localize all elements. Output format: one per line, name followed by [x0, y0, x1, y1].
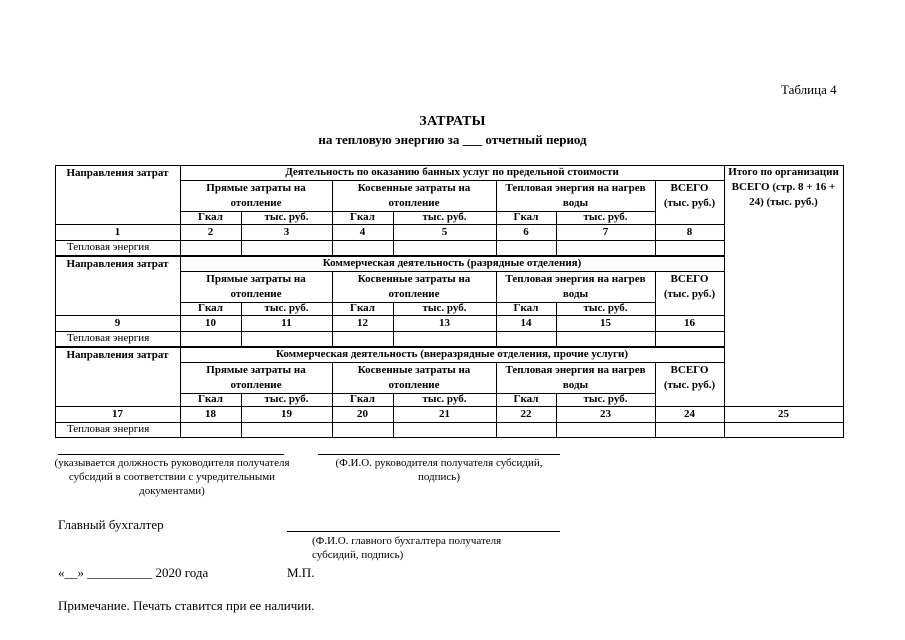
column-number-text: 16: [684, 316, 695, 329]
head-signature-caption: (Ф.И.О. руководителя получателя субсидий, подпись): [335, 457, 543, 483]
unit-gcal-text: Гкал: [350, 302, 375, 314]
column-number: [332, 315, 393, 331]
column-number-text: 20: [357, 407, 368, 420]
column-number-text: 14: [520, 316, 532, 329]
column-number: [556, 224, 655, 240]
unit-gcal: [496, 302, 556, 315]
column-number: [393, 406, 496, 422]
unit-rub-text: тыс. руб.: [583, 302, 628, 314]
row-label-heat-energy-text: Тепловая энергия: [67, 332, 150, 344]
unit-rub: [241, 211, 332, 224]
indirect-costs-header: [332, 362, 496, 393]
unit-gcal-text: Гкал: [198, 393, 223, 405]
direction-header-text: Направления затрат: [66, 167, 169, 179]
direction-header: [55, 166, 180, 225]
unit-rub-text: тыс. руб.: [583, 393, 628, 405]
unit-rub-text: тыс. руб.: [583, 211, 628, 223]
column-number-text: 2: [207, 225, 214, 238]
direction-header-text: Направления затрат: [66, 349, 169, 361]
column-number-text: 23: [600, 407, 611, 420]
section-total-header: [655, 271, 724, 302]
column-number: [332, 224, 393, 240]
direction-header: [55, 348, 180, 407]
column-number: [241, 315, 332, 331]
indirect-costs-header-text: Косвенные затраты на отопление: [357, 363, 471, 391]
direction-header-text: Направления затрат: [66, 258, 169, 270]
table-number: Таблица 4: [781, 82, 837, 97]
unit-rub-text: тыс. руб.: [422, 393, 467, 405]
direct-costs-header: [180, 180, 332, 211]
column-number-text: 5: [441, 225, 448, 238]
unit-gcal: [332, 211, 393, 224]
column-number-text: 7: [602, 225, 609, 238]
unit-gcal: [332, 393, 393, 406]
column-number-text: 3: [283, 225, 290, 238]
section-title: [180, 256, 724, 271]
section-total-header-text: ВСЕГО (тыс. руб.): [663, 363, 716, 391]
column-number: [556, 406, 655, 422]
column-number: [393, 224, 496, 240]
unit-gcal-text: Гкал: [513, 393, 539, 405]
row-label-heat-energy: [55, 422, 180, 437]
unit-gcal: [180, 211, 241, 224]
row-label-heat-energy: [55, 240, 180, 255]
unit-rub-text: тыс. руб.: [422, 211, 467, 223]
date-line: «__» __________ 2020 года: [58, 565, 209, 580]
column-number: [180, 315, 241, 331]
section-total-header: [655, 362, 724, 393]
grand-total-number-text: 25: [778, 407, 789, 420]
unit-gcal-text: Гкал: [350, 211, 375, 223]
grand-total-header-text: Итого по организации ВСЕГО (стр. 8 + 16 + 24) (тыс. руб.): [728, 166, 839, 208]
column-number: [655, 224, 724, 240]
note: Примечание. Печать ставится при ее наличии.: [58, 598, 315, 613]
unit-gcal-text: Гкал: [198, 211, 223, 223]
column-number: [55, 315, 180, 331]
column-number: [55, 406, 180, 422]
hot-water-header: [496, 362, 655, 393]
unit-rub: [556, 393, 655, 406]
section-title-text: Коммерческая деятельность (внеразрядные отделения, прочие услуги): [275, 348, 629, 360]
grand-total-header: [724, 165, 843, 245]
unit-gcal-text: Гкал: [198, 302, 223, 314]
column-number: [496, 224, 556, 240]
stamp-label: М.П.: [287, 565, 315, 580]
accountant-label: Главный бухгалтер: [58, 517, 164, 532]
unit-rub: [393, 302, 496, 315]
unit-gcal: [496, 393, 556, 406]
indirect-costs-header-text: Косвенные затраты на отопление: [357, 272, 471, 300]
column-number: [496, 315, 556, 331]
page-subtitle: на тепловую энергию за ___ отчетный период: [318, 132, 587, 147]
column-number: [241, 406, 332, 422]
unit-gcal-text: Гкал: [350, 393, 375, 405]
direct-costs-header-text: Прямые затраты на отопление: [206, 181, 306, 209]
position-signature-line: [58, 454, 284, 455]
column-number-text: 1: [114, 225, 121, 238]
column-number-text: 24: [684, 407, 695, 420]
section-total-header: [655, 180, 724, 211]
unit-rub: [556, 302, 655, 315]
total-number-border-bottom: [724, 422, 843, 423]
column-number-text: 18: [205, 407, 216, 420]
unit-rub-text: тыс. руб.: [264, 393, 309, 405]
column-number-text: 11: [281, 316, 292, 329]
column-number-text: 10: [205, 316, 216, 329]
column-number-text: 19: [281, 407, 292, 420]
column-number: [180, 406, 241, 422]
indirect-costs-header: [332, 271, 496, 302]
accountant-signature-line: [287, 531, 560, 532]
section-title-text: Деятельность по оказанию банных услуг по предельной стоимости: [285, 166, 619, 178]
hot-water-header-text: Тепловая энергия на нагрев воды: [505, 272, 646, 300]
row-label-heat-energy-text: Тепловая энергия: [67, 423, 150, 435]
head-signature-line: [318, 454, 560, 455]
column-number-text: 6: [523, 225, 529, 238]
column-number-text: 15: [600, 316, 611, 329]
column-number-text: 13: [439, 316, 450, 329]
cost-table: [55, 165, 843, 437]
unit-rub-text: тыс. руб.: [264, 302, 309, 314]
column-number-text: 21: [439, 407, 450, 420]
position-caption: (указывается должность руководителя получателя субсидий в соответствии с учредительными документами): [54, 457, 290, 497]
column-number: [655, 315, 724, 331]
unit-gcal: [180, 302, 241, 315]
direct-costs-header-text: Прямые затраты на отопление: [206, 272, 306, 300]
grand-total-number: [724, 406, 843, 422]
column-number: [241, 224, 332, 240]
direct-costs-header: [180, 362, 332, 393]
column-number-text: 4: [359, 225, 366, 238]
unit-gcal: [332, 302, 393, 315]
table-border-right: [843, 165, 844, 438]
section-title: [180, 347, 724, 362]
row-label-heat-energy-text: Тепловая энергия: [67, 241, 150, 253]
column-number-text: 17: [112, 407, 123, 420]
indirect-costs-header-text: Косвенные затраты на отопление: [357, 181, 471, 209]
column-number: [496, 406, 556, 422]
hot-water-header: [496, 271, 655, 302]
page-title: ЗАТРАТЫ: [419, 114, 486, 129]
row-label-heat-energy: [55, 331, 180, 346]
direction-header: [55, 257, 180, 316]
column-number-text: 9: [114, 316, 121, 329]
section-title: [180, 165, 724, 180]
column-number: [332, 406, 393, 422]
accountant-caption: (Ф.И.О. главного бухгалтера получателя субсидий, подпись): [312, 535, 502, 561]
column-number-text: 12: [357, 316, 368, 329]
unit-rub: [393, 211, 496, 224]
column-number: [655, 406, 724, 422]
column-number: [556, 315, 655, 331]
unit-gcal-text: Гкал: [513, 211, 539, 223]
unit-rub: [241, 302, 332, 315]
hot-water-header-text: Тепловая энергия на нагрев воды: [505, 181, 646, 209]
column-number: [180, 224, 241, 240]
unit-gcal: [496, 211, 556, 224]
column-number-text: 8: [686, 225, 693, 238]
column-number: [55, 224, 180, 240]
unit-rub-text: тыс. руб.: [264, 211, 309, 223]
indirect-costs-header: [332, 180, 496, 211]
unit-rub: [556, 211, 655, 224]
unit-rub-text: тыс. руб.: [422, 302, 467, 314]
direct-costs-header: [180, 271, 332, 302]
direct-costs-header-text: Прямые затраты на отопление: [206, 363, 306, 391]
table-border-bottom: [55, 437, 843, 438]
section-title-text: Коммерческая деятельность (разрядные отделения): [322, 257, 582, 269]
column-number-text: 22: [520, 407, 532, 420]
unit-rub: [393, 393, 496, 406]
section-total-header-text: ВСЕГО (тыс. руб.): [663, 272, 716, 300]
section-total-header-text: ВСЕГО (тыс. руб.): [663, 181, 716, 209]
unit-gcal-text: Гкал: [513, 302, 539, 314]
unit-rub: [241, 393, 332, 406]
hot-water-header-text: Тепловая энергия на нагрев воды: [505, 363, 646, 391]
hot-water-header: [496, 180, 655, 211]
column-number: [393, 315, 496, 331]
unit-gcal: [180, 393, 241, 406]
